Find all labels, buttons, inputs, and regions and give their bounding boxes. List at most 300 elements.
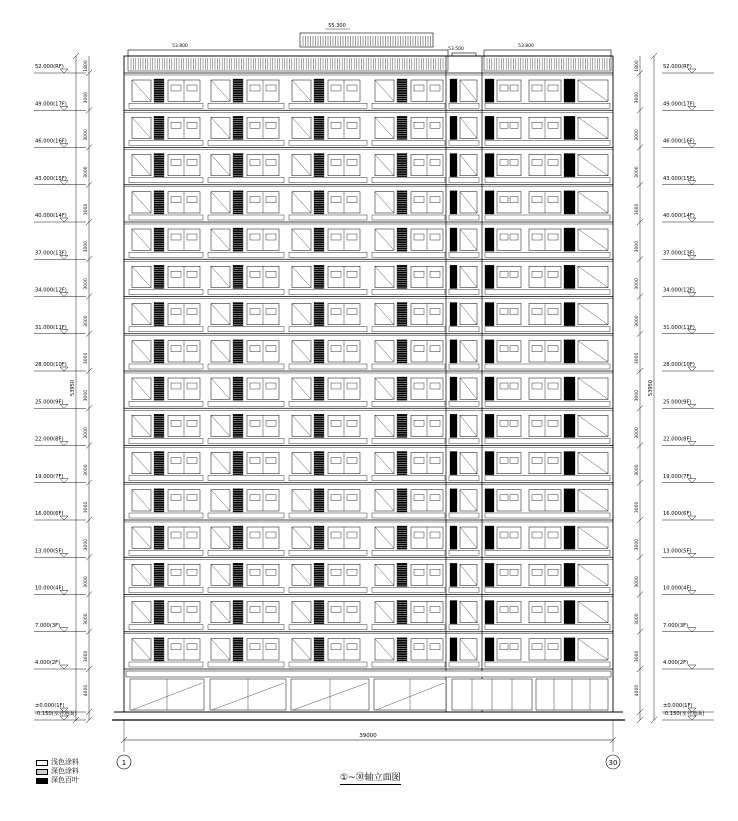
segment-dim-label: 3000 (84, 129, 89, 141)
window-sash (532, 569, 542, 575)
window-sash (548, 346, 558, 352)
dark-louver (485, 228, 494, 251)
balcony-rail (208, 439, 284, 444)
balcony-rail (208, 662, 284, 667)
level-label: 28.000(10F) (35, 362, 67, 368)
balcony-rail (485, 252, 610, 257)
window-sash (510, 160, 518, 166)
window-sash (430, 160, 440, 166)
window-sash (266, 346, 276, 352)
dark-louver (564, 303, 575, 326)
balcony-rail (485, 215, 610, 220)
window-sash (331, 644, 341, 650)
segment-dim-label: 3000 (635, 389, 640, 402)
window-sash (266, 569, 276, 575)
balcony-rail (289, 290, 367, 295)
dark-louver (485, 340, 494, 363)
window-sash (430, 644, 440, 650)
window-sash (266, 420, 276, 426)
window-sash (500, 85, 508, 91)
dark-louver (485, 601, 494, 624)
window-sash (500, 197, 508, 203)
level-label: 43.000(15F) (663, 175, 695, 182)
window-sash (331, 569, 341, 575)
dark-louver (564, 228, 575, 251)
window-sash (430, 122, 440, 128)
segment-dim-label: 3000 (635, 166, 640, 178)
window-sash (171, 85, 181, 91)
window-sash (430, 495, 440, 501)
balcony-rail (129, 252, 203, 257)
window-sash (414, 383, 424, 389)
balcony-rail (129, 550, 203, 555)
window-sash (500, 644, 508, 650)
segment-dim-label: 3000 (84, 315, 89, 327)
window-sash (347, 309, 357, 315)
window-sash (430, 532, 440, 538)
legend-item (36, 776, 79, 785)
level-label: 46.000(16F) (663, 138, 695, 145)
balcony-rail (208, 141, 284, 146)
dark-louver (450, 638, 457, 661)
window-sash (532, 122, 542, 128)
window-sash (510, 197, 518, 203)
window-sash (331, 607, 341, 613)
window-sash (510, 644, 518, 650)
window-sash (171, 607, 181, 613)
balcony-rail (485, 550, 610, 555)
balcony-rail (129, 401, 203, 406)
window-sash (430, 85, 440, 91)
window-sash (414, 644, 424, 650)
base-dim-label: 4000 (635, 684, 640, 697)
window-sash (347, 383, 357, 389)
window-sash (266, 495, 276, 501)
drawing-title (340, 770, 401, 785)
balcony-rail (449, 401, 479, 406)
window-sash (548, 495, 558, 501)
balcony-rail (208, 588, 284, 593)
balcony-rail (485, 439, 610, 444)
dark-louver (450, 191, 457, 214)
legend-swatch-light (36, 760, 48, 766)
level-label: 37.000(13F) (663, 250, 695, 257)
dark-louver (485, 452, 494, 475)
segment-dim-label: 3000 (635, 576, 640, 588)
dark-louver (485, 377, 494, 400)
window-sash (532, 532, 542, 538)
dark-louver (564, 340, 575, 363)
balcony-rail (372, 141, 445, 146)
dark-louver (450, 79, 457, 102)
window-sash (548, 197, 558, 203)
window-sash (171, 569, 181, 575)
balcony-rail (289, 588, 367, 593)
total-width-label: 39000 (359, 733, 377, 739)
balcony-rail (289, 215, 367, 220)
segment-dim-label: 1800 (84, 60, 89, 72)
window-sash (532, 160, 542, 166)
level-label: 31.000(11F) (35, 324, 67, 331)
window-sash (500, 458, 508, 464)
window-sash (331, 197, 341, 203)
window-sash (266, 309, 276, 315)
dark-louver (485, 638, 494, 661)
window-sash (250, 532, 260, 538)
window-sash (171, 271, 181, 277)
window-sash (171, 495, 181, 501)
window-sash (187, 160, 197, 166)
window-sash (500, 122, 508, 128)
balcony-rail (372, 625, 445, 630)
window-sash (187, 309, 197, 315)
balcony-rail (485, 364, 610, 369)
window-sash (430, 458, 440, 464)
level-label: 40.000(14F) (663, 213, 695, 219)
balcony-rail (485, 103, 610, 108)
balcony-rail (129, 141, 203, 146)
window-sash (500, 346, 508, 352)
window-sash (266, 532, 276, 538)
window-sash (171, 309, 181, 315)
balcony-rail (289, 364, 367, 369)
window-sash (187, 532, 197, 538)
segment-dim-label: 3000 (84, 352, 89, 365)
legend-item (36, 767, 79, 776)
window-sash (414, 271, 424, 277)
window-sash (414, 420, 424, 426)
balcony-rail (449, 364, 479, 369)
balcony-rail (129, 215, 203, 220)
window-sash (548, 607, 558, 613)
window-sash (331, 458, 341, 464)
level-label: 28.000(10F) (663, 362, 695, 368)
window-sash (532, 644, 542, 650)
balcony-rail (372, 513, 445, 518)
level-label: 43.000(15F) (35, 175, 67, 182)
balcony-rail (372, 178, 445, 183)
balcony-rail (449, 103, 479, 108)
balcony-rail (208, 550, 284, 555)
legend-swatch-dark (36, 769, 48, 775)
dark-louver (564, 116, 575, 139)
window-sash (414, 607, 424, 613)
balcony-rail (372, 103, 445, 108)
balcony-rail (449, 327, 479, 332)
window-sash (250, 309, 260, 315)
top-band-left (128, 56, 448, 71)
window-sash (347, 607, 357, 613)
window-sash (532, 234, 542, 240)
window-sash (347, 532, 357, 538)
dark-louver (485, 116, 494, 139)
window-sash (250, 569, 260, 575)
dark-louver (450, 340, 457, 363)
dark-louver (564, 452, 575, 475)
window-sash (331, 420, 341, 426)
balcony-rail (372, 401, 445, 406)
balcony-rail (129, 178, 203, 183)
dark-louver (450, 154, 457, 177)
window-sash (532, 495, 542, 501)
balcony-rail (485, 178, 610, 183)
window-sash (532, 309, 542, 315)
drawing-title-text: ①~㉚轴立面图 (340, 773, 401, 783)
balcony-rail (372, 290, 445, 295)
dark-louver (485, 303, 494, 326)
dark-louver (450, 489, 457, 512)
window-sash (548, 644, 558, 650)
window-sash (171, 234, 181, 240)
window-sash (548, 271, 558, 277)
balcony-rail (289, 178, 367, 183)
window-sash (430, 607, 440, 613)
dark-louver (564, 526, 575, 549)
window-sash (414, 234, 424, 240)
level-label: 25.000(9F) (35, 399, 64, 406)
window-sash (250, 122, 260, 128)
segment-dim-label: 3000 (635, 427, 640, 439)
window-sash (548, 234, 558, 240)
balcony-rail (485, 401, 610, 406)
window-sash (548, 458, 558, 464)
segment-dim-label: 3000 (84, 91, 89, 104)
window-sash (510, 122, 518, 128)
segment-dim-label: 3000 (635, 278, 640, 290)
window-sash (266, 644, 276, 650)
window-sash (510, 495, 518, 501)
balcony-rail (449, 662, 479, 667)
balcony-rail (449, 141, 479, 146)
parapet-left-label: 53.800 (172, 44, 188, 49)
level-label: 7.000(3F) (35, 622, 61, 629)
balcony-rail (208, 290, 284, 295)
segment-dim-label: 3000 (635, 203, 640, 216)
segment-dim-label: 3000 (635, 129, 640, 141)
window-sash (347, 420, 357, 426)
balcony-rail (289, 550, 367, 555)
level-label: 31.000(11F) (663, 324, 695, 331)
window-sash (171, 346, 181, 352)
dark-louver (485, 414, 494, 437)
parapet-right-label: 53.800 (518, 44, 534, 49)
window-sash (266, 234, 276, 240)
level-label: ±0.000(1F) (663, 703, 693, 709)
window-sash (331, 309, 341, 315)
window-sash (510, 532, 518, 538)
parapet-right (484, 50, 611, 56)
window-sash (250, 644, 260, 650)
balcony-rail (129, 513, 203, 518)
balcony-rail (485, 588, 610, 593)
dark-louver (564, 154, 575, 177)
window-sash (414, 309, 424, 315)
window-sash (331, 532, 341, 538)
window-sash (430, 309, 440, 315)
segment-dim-label: 3000 (635, 91, 640, 104)
legend-label: 深色百叶 (51, 776, 79, 784)
roof-elevation-label: 55.300 (328, 23, 346, 29)
window-sash (266, 607, 276, 613)
balcony-rail (129, 662, 203, 667)
segment-dim-label: 3000 (635, 538, 640, 551)
window-sash (266, 383, 276, 389)
window-sash (414, 569, 424, 575)
balcony-rail (449, 625, 479, 630)
dark-louver (450, 452, 457, 475)
segment-dim-label: 3000 (84, 538, 89, 551)
dark-louver (450, 414, 457, 437)
window-sash (171, 532, 181, 538)
window-sash (500, 495, 508, 501)
level-label: 19.000(7F) (35, 473, 64, 480)
window-sash (532, 197, 542, 203)
balcony-rail (208, 476, 284, 481)
window-sash (500, 234, 508, 240)
window-sash (250, 495, 260, 501)
level-label: 19.000(7F) (663, 473, 692, 480)
level-label: 34.000(12F) (35, 287, 67, 294)
dark-louver (485, 526, 494, 549)
material-legend (36, 758, 79, 785)
balcony-rail (129, 290, 203, 295)
segment-dim-label: 3000 (635, 464, 640, 476)
window-sash (430, 197, 440, 203)
window-sash (266, 458, 276, 464)
balcony-rail (208, 327, 284, 332)
window-sash (266, 85, 276, 91)
balcony-rail (129, 439, 203, 444)
window-sash (532, 271, 542, 277)
dark-louver (485, 79, 494, 102)
window-sash (510, 420, 518, 426)
window-sash (171, 458, 181, 464)
dark-louver (485, 191, 494, 214)
level-label: -0.150(室外地面) (35, 711, 77, 717)
legend-label: 浅色涂料 (51, 758, 79, 766)
window-sash (414, 197, 424, 203)
level-label: 4.000(2F) (35, 660, 61, 666)
window-sash (187, 346, 197, 352)
segment-dim-label: 3000 (635, 650, 640, 663)
dark-louver (450, 265, 457, 288)
window-sash (187, 197, 197, 203)
dark-louver (450, 303, 457, 326)
level-label: 52.000(RF) (35, 64, 64, 70)
segment-dim-label: 3000 (635, 315, 640, 327)
window-sash (187, 420, 197, 426)
level-label: 34.000(12F) (663, 287, 695, 294)
balcony-rail (208, 364, 284, 369)
segment-dim-label: 3000 (84, 240, 89, 253)
balcony-rail (289, 662, 367, 667)
balcony-rail (449, 513, 479, 518)
balcony-rail (372, 327, 445, 332)
balcony-rail (372, 215, 445, 220)
base-dim-label: 4000 (84, 684, 89, 697)
balcony-rail (208, 513, 284, 518)
window-sash (430, 271, 440, 277)
window-sash (500, 532, 508, 538)
balcony-rail (129, 364, 203, 369)
balcony-rail (372, 662, 445, 667)
segment-dim-label: 3000 (84, 278, 89, 290)
window-sash (500, 569, 508, 575)
window-sash (347, 569, 357, 575)
level-triangle (60, 665, 68, 669)
axis-end-label: 30 (608, 759, 618, 767)
segment-dim-label: 3000 (84, 427, 89, 439)
dark-louver (485, 265, 494, 288)
window-sash (171, 383, 181, 389)
balcony-rail (485, 625, 610, 630)
segment-dim-label: 3000 (84, 389, 89, 402)
window-sash (266, 122, 276, 128)
window-sash (532, 458, 542, 464)
window-sash (510, 234, 518, 240)
window-sash (500, 607, 508, 613)
segment-dim-label: 3000 (84, 501, 89, 514)
dark-louver (450, 563, 457, 586)
window-sash (532, 383, 542, 389)
balcony-rail (289, 439, 367, 444)
level-label: 16.000(6F) (35, 511, 64, 517)
window-sash (331, 234, 341, 240)
ground-canopy (126, 671, 611, 677)
window-sash (548, 122, 558, 128)
dark-louver (485, 489, 494, 512)
segment-dim-label: 3000 (84, 650, 89, 663)
dark-louver (450, 116, 457, 139)
balcony-rail (372, 439, 445, 444)
window-sash (250, 197, 260, 203)
window-sash (548, 85, 558, 91)
balcony-rail (208, 625, 284, 630)
balcony-rail (208, 401, 284, 406)
balcony-rail (289, 625, 367, 630)
balcony-rail (208, 178, 284, 183)
balcony-rail (129, 327, 203, 332)
window-sash (250, 420, 260, 426)
window-sash (187, 122, 197, 128)
balcony-rail (289, 401, 367, 406)
window-sash (250, 383, 260, 389)
window-sash (250, 271, 260, 277)
window-sash (171, 160, 181, 166)
window-sash (500, 160, 508, 166)
level-label: 22.000(8F) (35, 436, 64, 443)
window-sash (331, 271, 341, 277)
balcony-rail (289, 103, 367, 108)
dark-louver (564, 601, 575, 624)
window-sash (414, 122, 424, 128)
window-sash (347, 85, 357, 91)
window-sash (548, 532, 558, 538)
balcony-rail (449, 178, 479, 183)
balcony-rail (449, 290, 479, 295)
window-sash (331, 495, 341, 501)
level-label: 7.000(3F) (663, 622, 689, 629)
window-sash (510, 458, 518, 464)
balcony-rail (449, 588, 479, 593)
window-sash (331, 85, 341, 91)
dark-louver (450, 526, 457, 549)
dark-louver (485, 154, 494, 177)
window-sash (347, 644, 357, 650)
window-sash (187, 85, 197, 91)
window-sash (347, 197, 357, 203)
balcony-rail (289, 476, 367, 481)
